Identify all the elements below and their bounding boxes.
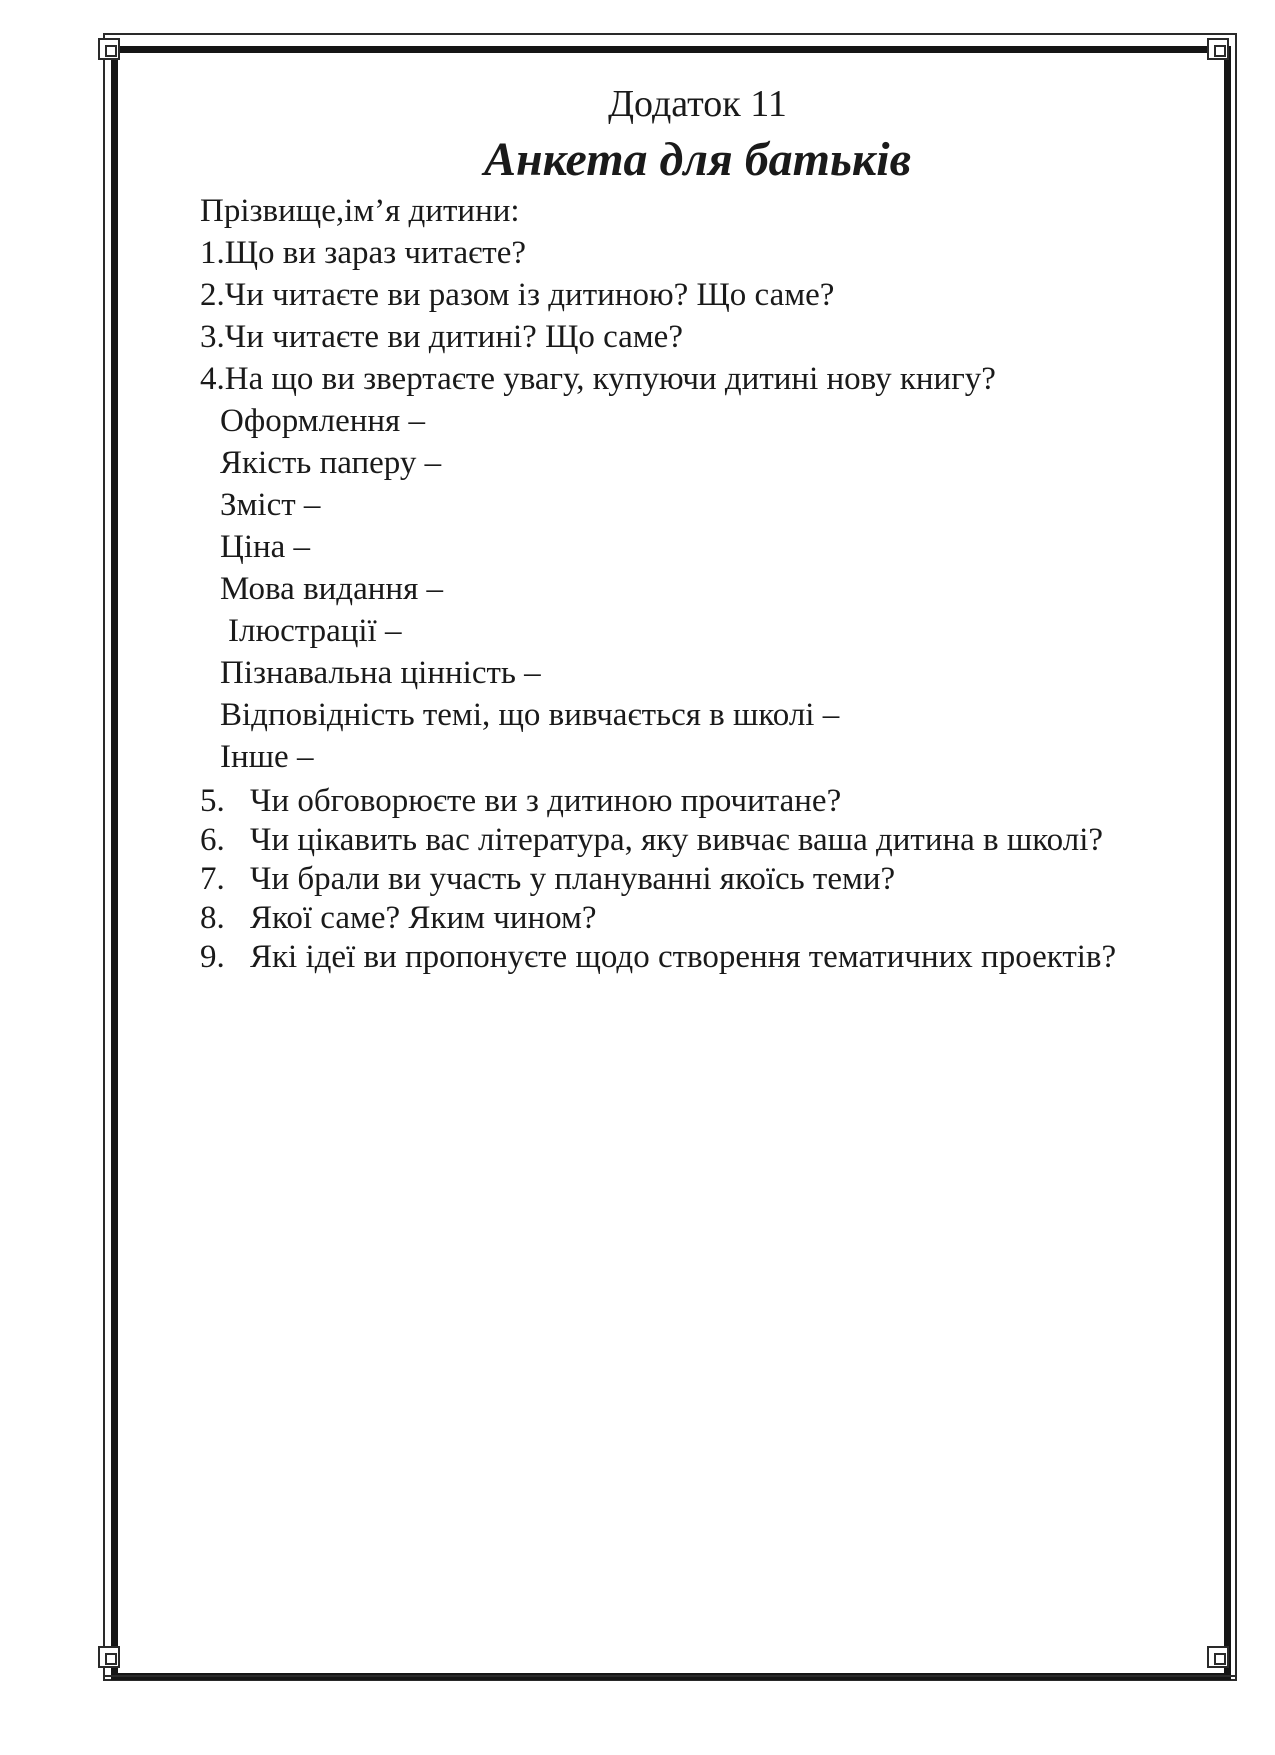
q4-option-topic-relevance: Відповідність темі, що вивчається в школі – (220, 697, 840, 733)
page-frame-bottom-line (103, 1675, 1237, 1677)
question-text: Які ідеї ви пропонуєте щодо створення тематичних проектів? (250, 939, 1117, 975)
frame-corner-ornament (98, 1646, 120, 1668)
question-1: 1.Що ви зараз читаєте? (200, 235, 527, 271)
question-number: 5. (200, 783, 225, 819)
question-text: Чи цікавить вас література, яку вивчає ваша дитина в школі? (250, 822, 1104, 858)
questionnaire-body (200, 190, 1200, 975)
question-8 (200, 901, 1200, 936)
question-number: 8. (200, 900, 225, 936)
question-5 (200, 784, 1200, 819)
q4-option-paper-quality: Якість паперу – (220, 445, 442, 481)
question-3: 3.Чи читаєте ви дитині? Що саме? (200, 319, 683, 355)
question-number: 6. (200, 822, 225, 858)
frame-corner-ornament (1207, 1646, 1229, 1668)
document-title: Анкета для батьків (483, 133, 912, 186)
question-number: 9. (200, 939, 225, 975)
child-name-label: Прізвище,ім’я дитини: (200, 193, 520, 229)
question-text: Якої саме? Яким чином? (250, 900, 597, 936)
frame-corner-ornament (1207, 38, 1229, 60)
q4-option-content: Зміст – (220, 487, 321, 523)
question-2: 2.Чи читаєте ви разом із дитиною? Що саме? (200, 277, 835, 313)
q4-option-design: Оформлення – (220, 403, 425, 439)
q4-option-illustrations: Ілюстрації – (228, 613, 402, 649)
appendix-label: Додаток 11 (608, 83, 787, 125)
question-4: 4.На що ви звертаєте увагу, купуючи дитині нову книгу? (200, 361, 996, 397)
question-9 (200, 940, 1200, 975)
question-text: Чи обговорюєте ви з дитиною прочитане? (250, 783, 842, 819)
q4-option-price: Ціна – (220, 529, 311, 565)
question-6 (200, 823, 1200, 858)
frame-corner-ornament (98, 38, 120, 60)
question-number: 7. (200, 861, 225, 897)
question-7 (200, 862, 1200, 897)
question-text: Чи брали ви участь у плануванні якоїсь теми? (250, 861, 896, 897)
q4-option-other: Інше – (220, 739, 314, 775)
q4-option-cognitive-value: Пізнавальна цінність – (220, 655, 541, 691)
q4-option-language: Мова видання – (220, 571, 443, 607)
